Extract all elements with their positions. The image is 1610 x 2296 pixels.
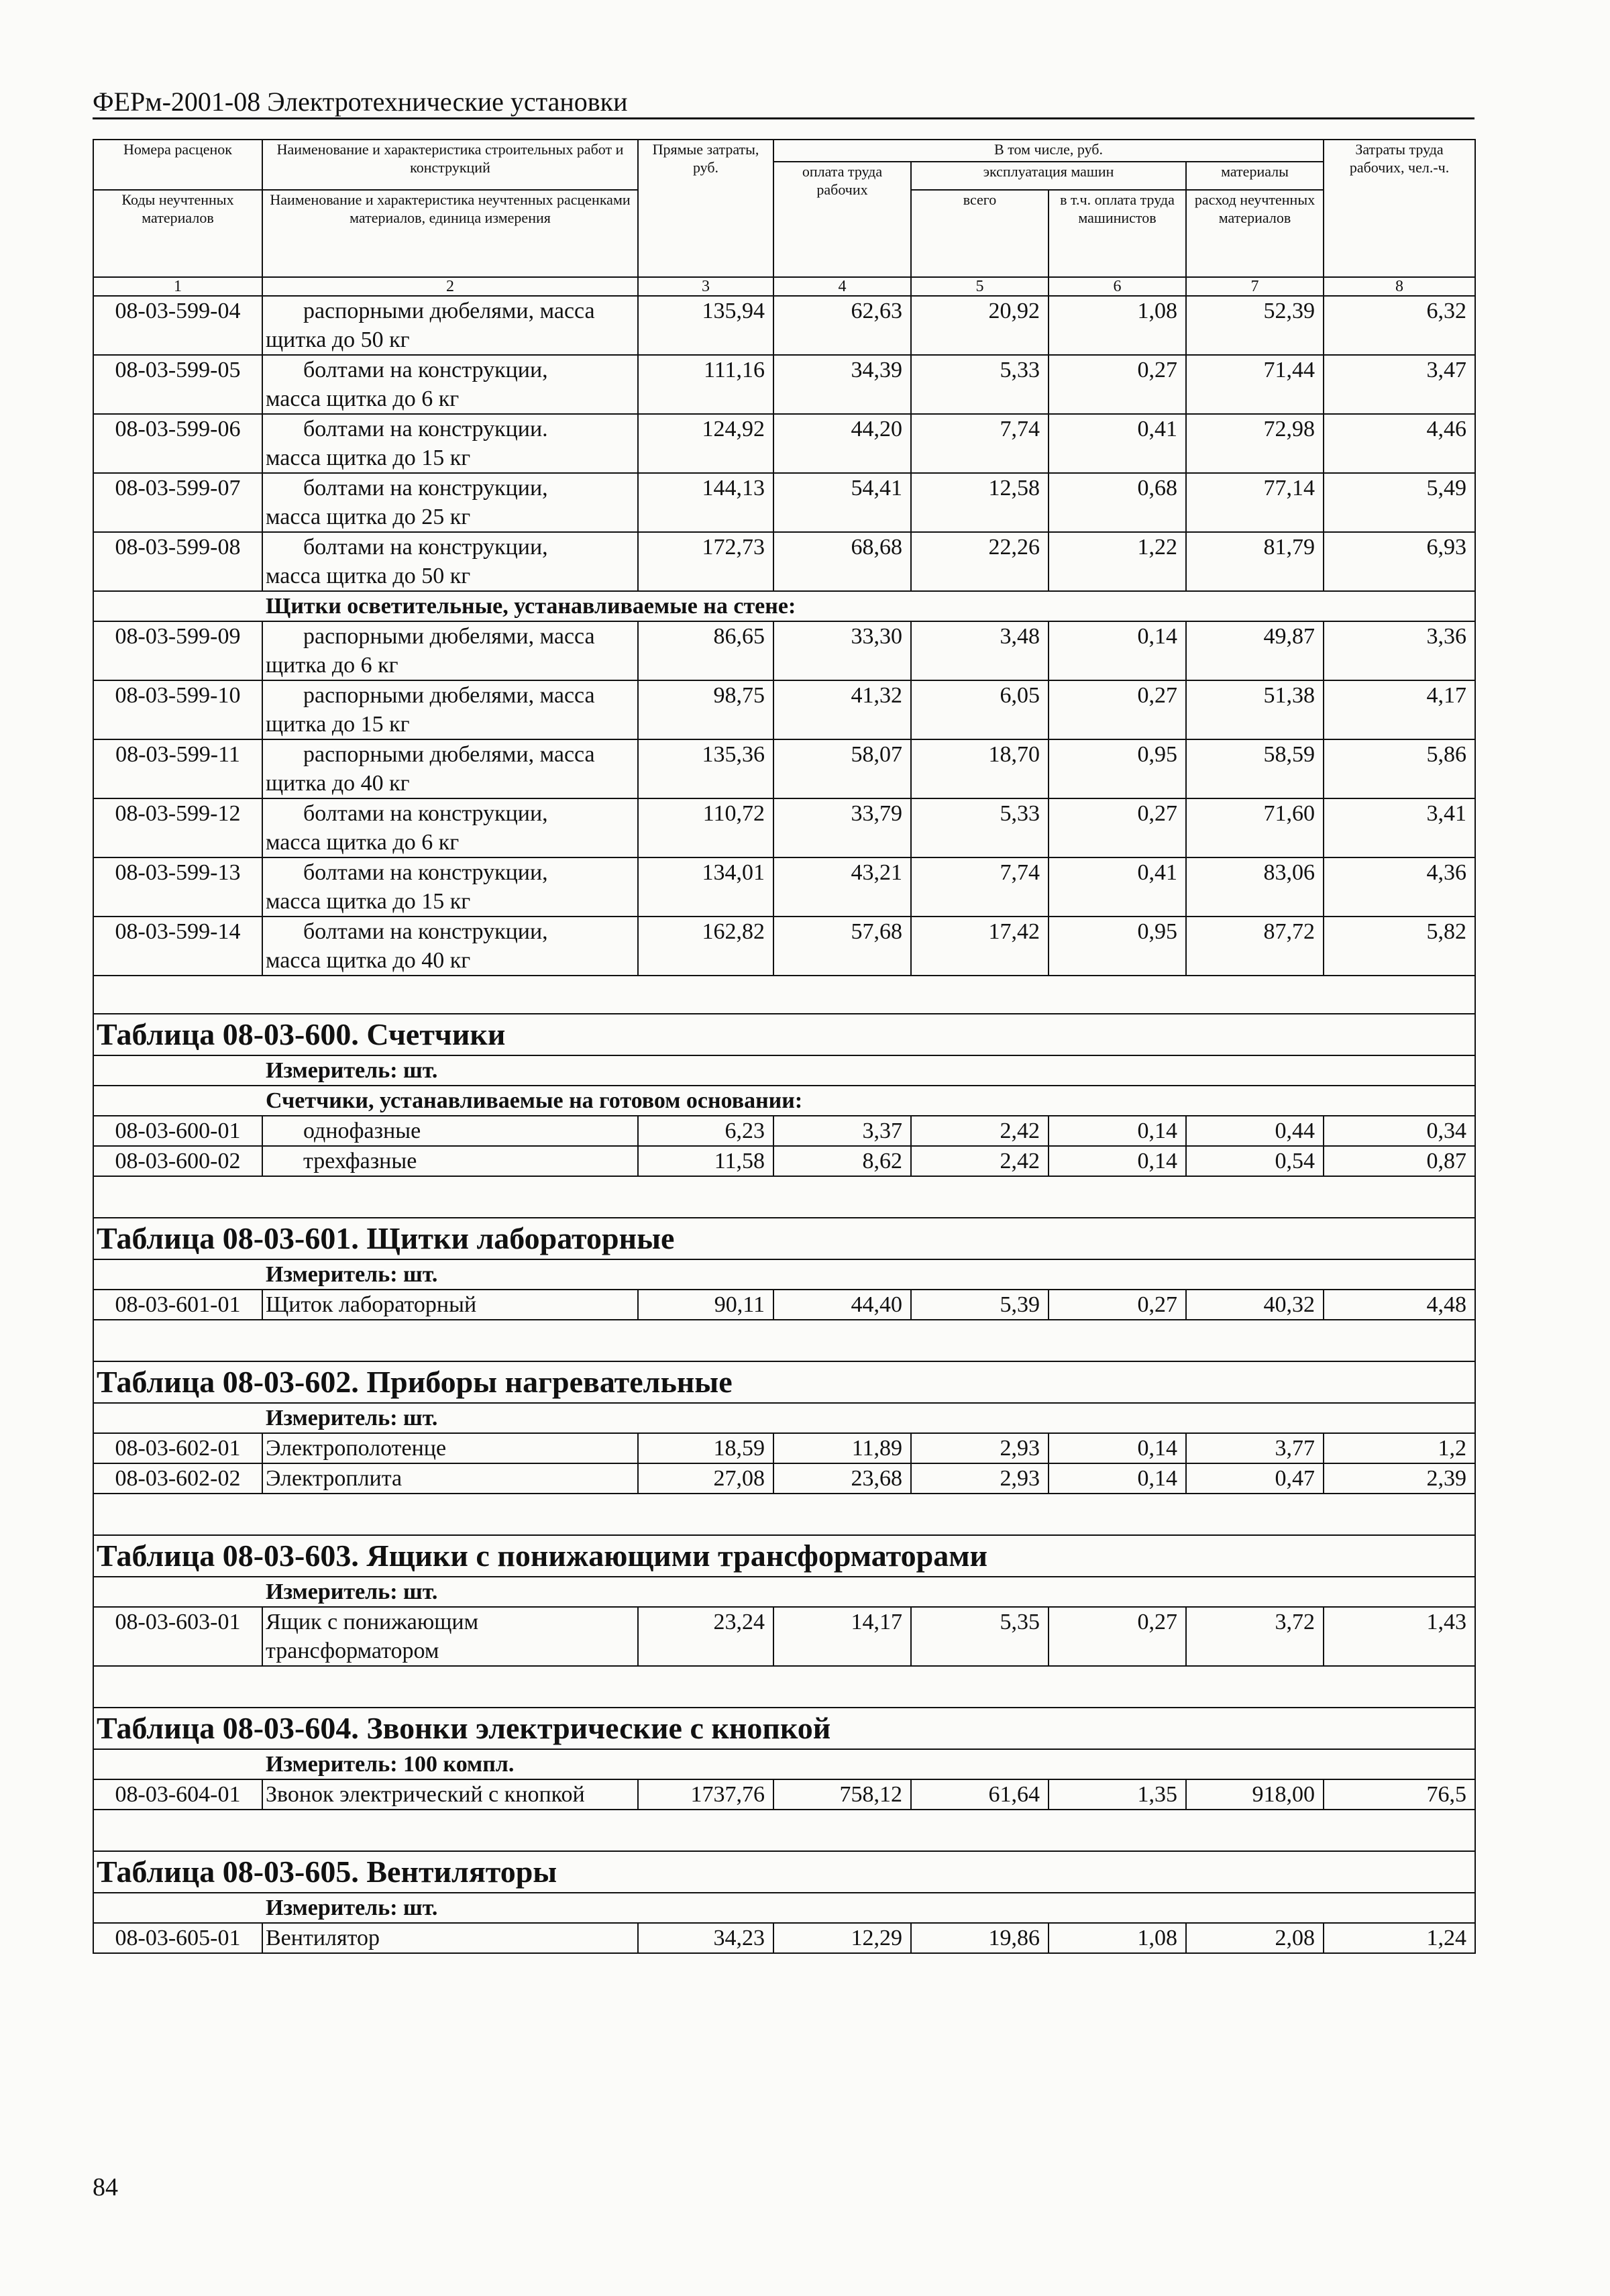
table-row: [93, 680, 1475, 739]
machinists-value: 0,27: [1049, 1607, 1186, 1666]
labor-pay-value: 11,89: [773, 1433, 911, 1463]
machinists-value: 0,14: [1049, 1146, 1186, 1176]
rate-code: 08-03-600-02: [93, 1146, 262, 1176]
work-description: болтами на конструкции, масса щитка до 40 кг: [262, 917, 638, 976]
table-title: Таблица 08-03-602. Приборы нагревательные: [93, 1361, 1475, 1403]
header-divider: [93, 117, 1474, 119]
work-description: Звонок электрический с кнопкой: [262, 1779, 638, 1810]
labor-hours-value: 4,17: [1324, 680, 1475, 739]
materials-value: 3,72: [1186, 1607, 1324, 1666]
labor-pay-value: 12,29: [773, 1923, 911, 1953]
machinists-value: 0,41: [1049, 857, 1186, 917]
rate-code: 08-03-600-01: [93, 1116, 262, 1146]
spacer: [93, 1810, 1475, 1851]
work-description: распорными дюбелями, масса щитка до 6 кг: [262, 621, 638, 680]
labor-pay-value: 62,63: [773, 296, 911, 355]
labor-hours-value: 6,32: [1324, 296, 1475, 355]
column-number: 6: [1049, 277, 1186, 296]
rate-code: 08-03-602-02: [93, 1463, 262, 1494]
table-title: Таблица 08-03-603. Ящики с понижающими трансформаторами: [93, 1535, 1475, 1577]
machinists-value: 0,95: [1049, 739, 1186, 798]
rate-code: 08-03-599-09: [93, 621, 262, 680]
spacer: [93, 1320, 1475, 1361]
materials-value: 81,79: [1186, 532, 1324, 591]
table-title: Таблица 08-03-604. Звонки электрические с кнопкой: [93, 1708, 1475, 1749]
labor-pay-value: 33,79: [773, 798, 911, 857]
machinists-value: 0,27: [1049, 798, 1186, 857]
table-row: [93, 857, 1475, 917]
rate-code: 08-03-601-01: [93, 1290, 262, 1320]
labor-hours-value: 1,24: [1324, 1923, 1475, 1953]
column-number: 1: [93, 277, 262, 296]
labor-pay-value: 8,62: [773, 1146, 911, 1176]
work-description: болтами на конструкции, масса щитка до 50 кг: [262, 532, 638, 591]
work-description: Щиток лабораторный: [262, 1290, 638, 1320]
machinists-value: 0,68: [1049, 473, 1186, 532]
header-machinist-pay: в т.ч. оплата труда машинистов: [1049, 190, 1186, 277]
materials-value: 918,00: [1186, 1779, 1324, 1810]
machines-value: 22,26: [911, 532, 1049, 591]
labor-hours-value: 5,49: [1324, 473, 1475, 532]
machinists-value: 1,08: [1049, 1923, 1186, 1953]
header-labor-pay: оплата труда рабочих: [773, 162, 911, 277]
materials-value: 40,32: [1186, 1290, 1324, 1320]
machinists-value: 0,41: [1049, 414, 1186, 473]
work-description: распорными дюбелями, масса щитка до 15 кг: [262, 680, 638, 739]
machines-value: 18,70: [911, 739, 1049, 798]
machines-value: 5,35: [911, 1607, 1049, 1666]
header-materials-name: Наименование и характеристика неучтенных расценками материалов, единица измерения: [262, 190, 638, 277]
spacer: [93, 1176, 1475, 1218]
direct-costs-value: 90,11: [638, 1290, 773, 1320]
machines-value: 6,05: [911, 680, 1049, 739]
rates-table: [93, 139, 1476, 1954]
materials-value: 71,60: [1186, 798, 1324, 857]
machines-value: 7,74: [911, 857, 1049, 917]
work-description: Вентилятор: [262, 1923, 638, 1953]
machinists-value: 1,08: [1049, 296, 1186, 355]
header-materials: материалы: [1186, 162, 1324, 190]
direct-costs-value: 172,73: [638, 532, 773, 591]
work-description: распорными дюбелями, масса щитка до 50 кг: [262, 296, 638, 355]
direct-costs-value: 144,13: [638, 473, 773, 532]
header-codes-materials: Коды неучтенных материалов: [93, 190, 262, 277]
labor-pay-value: 758,12: [773, 1779, 911, 1810]
rate-code: 08-03-599-08: [93, 532, 262, 591]
labor-hours-value: 5,86: [1324, 739, 1475, 798]
machines-value: 20,92: [911, 296, 1049, 355]
table-title: Таблица 08-03-605. Вентиляторы: [93, 1851, 1475, 1893]
spacer: [93, 976, 1475, 1014]
work-description: болтами на конструкции. масса щитка до 15 кг: [262, 414, 638, 473]
machines-value: 2,42: [911, 1116, 1049, 1146]
direct-costs-value: 110,72: [638, 798, 773, 857]
column-number: 3: [638, 277, 773, 296]
direct-costs-value: 98,75: [638, 680, 773, 739]
rate-code: 08-03-599-04: [93, 296, 262, 355]
table-row: [93, 355, 1475, 414]
table-title: Таблица 08-03-601. Щитки лабораторные: [93, 1218, 1475, 1259]
materials-value: 2,08: [1186, 1923, 1324, 1953]
labor-pay-value: 58,07: [773, 739, 911, 798]
rate-code: 08-03-599-06: [93, 414, 262, 473]
labor-pay-value: 14,17: [773, 1607, 911, 1666]
table-row: [93, 1290, 1475, 1320]
labor-pay-value: 68,68: [773, 532, 911, 591]
labor-pay-value: 23,68: [773, 1463, 911, 1494]
column-number: 7: [1186, 277, 1324, 296]
materials-value: 72,98: [1186, 414, 1324, 473]
materials-value: 3,77: [1186, 1433, 1324, 1463]
labor-pay-value: 44,40: [773, 1290, 911, 1320]
table-row: [93, 1433, 1475, 1463]
work-description: трехфазные: [262, 1146, 638, 1176]
rate-code: 08-03-599-12: [93, 798, 262, 857]
table-row: [93, 1923, 1475, 1953]
machines-value: 12,58: [911, 473, 1049, 532]
machines-value: 5,33: [911, 355, 1049, 414]
table-row: [93, 414, 1475, 473]
direct-costs-value: 134,01: [638, 857, 773, 917]
measure-unit: Измеритель: шт.: [93, 1893, 1475, 1923]
labor-hours-value: 5,82: [1324, 917, 1475, 976]
machinists-value: 0,27: [1049, 1290, 1186, 1320]
materials-value: 58,59: [1186, 739, 1324, 798]
table-row: [93, 739, 1475, 798]
section-heading: Счетчики, устанавливаемые на готовом основании:: [93, 1086, 1475, 1116]
work-description: Ящик с понижающим трансформатором: [262, 1607, 638, 1666]
spacer: [93, 1494, 1475, 1535]
direct-costs-value: 11,58: [638, 1146, 773, 1176]
machinists-value: 0,14: [1049, 1433, 1186, 1463]
direct-costs-value: 1737,76: [638, 1779, 773, 1810]
machines-value: 17,42: [911, 917, 1049, 976]
materials-value: 0,47: [1186, 1463, 1324, 1494]
labor-pay-value: 44,20: [773, 414, 911, 473]
header-works-name: Наименование и характеристика строительных работ и конструкций: [262, 140, 638, 190]
labor-hours-value: 3,36: [1324, 621, 1475, 680]
machines-value: 2,42: [911, 1146, 1049, 1176]
rate-code: 08-03-604-01: [93, 1779, 262, 1810]
machines-value: 2,93: [911, 1433, 1049, 1463]
machinists-value: 0,27: [1049, 355, 1186, 414]
labor-pay-value: 33,30: [773, 621, 911, 680]
labor-hours-value: 76,5: [1324, 1779, 1475, 1810]
direct-costs-value: 111,16: [638, 355, 773, 414]
table-row: [93, 798, 1475, 857]
table-row: [93, 1779, 1475, 1810]
work-description: болтами на конструкции, масса щитка до 6 кг: [262, 355, 638, 414]
machinists-value: 0,95: [1049, 917, 1186, 976]
labor-pay-value: 41,32: [773, 680, 911, 739]
header-labor-costs: Затраты труда рабочих, чел.-ч.: [1324, 140, 1475, 277]
machinists-value: 1,22: [1049, 532, 1186, 591]
header-unaccounted-materials: расход неучтенных материалов: [1186, 190, 1324, 277]
table-row: [93, 1146, 1475, 1176]
table-row: [93, 917, 1475, 976]
table-row: [93, 296, 1475, 355]
rate-code: 08-03-602-01: [93, 1433, 262, 1463]
materials-value: 49,87: [1186, 621, 1324, 680]
machinists-value: 0,14: [1049, 1463, 1186, 1494]
labor-hours-value: 2,39: [1324, 1463, 1475, 1494]
labor-pay-value: 3,37: [773, 1116, 911, 1146]
rate-code: 08-03-599-13: [93, 857, 262, 917]
document-header: ФЕРм-2001-08 Электротехнические установки: [93, 87, 628, 117]
labor-hours-value: 0,34: [1324, 1116, 1475, 1146]
materials-value: 52,39: [1186, 296, 1324, 355]
measure-unit: Измеритель: шт.: [93, 1403, 1475, 1433]
labor-hours-value: 3,47: [1324, 355, 1475, 414]
materials-value: 83,06: [1186, 857, 1324, 917]
section-heading: Щитки осветительные, устанавливаемые на стене:: [93, 591, 1475, 621]
machines-value: 7,74: [911, 414, 1049, 473]
work-description: однофазные: [262, 1116, 638, 1146]
machines-value: 5,39: [911, 1290, 1049, 1320]
header-rates-numbers: Номера расценок: [93, 140, 262, 190]
direct-costs-value: 162,82: [638, 917, 773, 976]
rates-table-container: [93, 139, 1474, 1954]
labor-pay-value: 57,68: [773, 917, 911, 976]
machines-value: 61,64: [911, 1779, 1049, 1810]
labor-hours-value: 1,43: [1324, 1607, 1475, 1666]
rate-code: 08-03-605-01: [93, 1923, 262, 1953]
column-number: 4: [773, 277, 911, 296]
labor-hours-value: 1,2: [1324, 1433, 1475, 1463]
labor-hours-value: 4,36: [1324, 857, 1475, 917]
direct-costs-value: 135,94: [638, 296, 773, 355]
machines-value: 3,48: [911, 621, 1049, 680]
work-description: Электроплита: [262, 1463, 638, 1494]
table-title: Таблица 08-03-600. Счетчики: [93, 1014, 1475, 1055]
measure-unit: Измеритель: шт.: [93, 1055, 1475, 1086]
spacer: [93, 1666, 1475, 1708]
labor-pay-value: 34,39: [773, 355, 911, 414]
table-row: [93, 1607, 1475, 1666]
labor-hours-value: 4,46: [1324, 414, 1475, 473]
materials-value: 51,38: [1186, 680, 1324, 739]
rate-code: 08-03-599-14: [93, 917, 262, 976]
direct-costs-value: 135,36: [638, 739, 773, 798]
table-row: [93, 473, 1475, 532]
measure-unit: Измеритель: шт.: [93, 1577, 1475, 1607]
column-number: 2: [262, 277, 638, 296]
page-number: 84: [93, 2173, 118, 2201]
labor-hours-value: 6,93: [1324, 532, 1475, 591]
table-row: [93, 532, 1475, 591]
column-number: 5: [911, 277, 1049, 296]
machinists-value: 1,35: [1049, 1779, 1186, 1810]
direct-costs-value: 34,23: [638, 1923, 773, 1953]
measure-unit: Измеритель: шт.: [93, 1259, 1475, 1290]
direct-costs-value: 27,08: [638, 1463, 773, 1494]
machines-value: 2,93: [911, 1463, 1049, 1494]
rate-code: 08-03-603-01: [93, 1607, 262, 1666]
measure-unit: Измеритель: 100 компл.: [93, 1749, 1475, 1779]
rate-code: 08-03-599-11: [93, 739, 262, 798]
machines-value: 5,33: [911, 798, 1049, 857]
materials-value: 77,14: [1186, 473, 1324, 532]
labor-hours-value: 4,48: [1324, 1290, 1475, 1320]
work-description: болтами на конструкции, масса щитка до 15 кг: [262, 857, 638, 917]
direct-costs-value: 18,59: [638, 1433, 773, 1463]
header-machine-total: всего: [911, 190, 1049, 277]
header-including: В том числе, руб.: [773, 140, 1324, 162]
direct-costs-value: 86,65: [638, 621, 773, 680]
rate-code: 08-03-599-07: [93, 473, 262, 532]
header-machine-operation: эксплуатация машин: [911, 162, 1186, 190]
work-description: болтами на конструкции, масса щитка до 6 кг: [262, 798, 638, 857]
labor-hours-value: 0,87: [1324, 1146, 1475, 1176]
table-row: [93, 1463, 1475, 1494]
table-row: [93, 1116, 1475, 1146]
labor-hours-value: 3,41: [1324, 798, 1475, 857]
direct-costs-value: 6,23: [638, 1116, 773, 1146]
machinists-value: 0,27: [1049, 680, 1186, 739]
labor-pay-value: 54,41: [773, 473, 911, 532]
machines-value: 19,86: [911, 1923, 1049, 1953]
materials-value: 0,44: [1186, 1116, 1324, 1146]
direct-costs-value: 124,92: [638, 414, 773, 473]
labor-pay-value: 43,21: [773, 857, 911, 917]
rate-code: 08-03-599-10: [93, 680, 262, 739]
header-direct-costs: Прямые затраты, руб.: [638, 140, 773, 277]
materials-value: 71,44: [1186, 355, 1324, 414]
table-row: [93, 621, 1475, 680]
work-description: распорными дюбелями, масса щитка до 40 кг: [262, 739, 638, 798]
materials-value: 0,54: [1186, 1146, 1324, 1176]
work-description: болтами на конструкции, масса щитка до 25 кг: [262, 473, 638, 532]
machinists-value: 0,14: [1049, 1116, 1186, 1146]
materials-value: 87,72: [1186, 917, 1324, 976]
work-description: Электрополотенце: [262, 1433, 638, 1463]
rate-code: 08-03-599-05: [93, 355, 262, 414]
direct-costs-value: 23,24: [638, 1607, 773, 1666]
column-number: 8: [1324, 277, 1475, 296]
machinists-value: 0,14: [1049, 621, 1186, 680]
